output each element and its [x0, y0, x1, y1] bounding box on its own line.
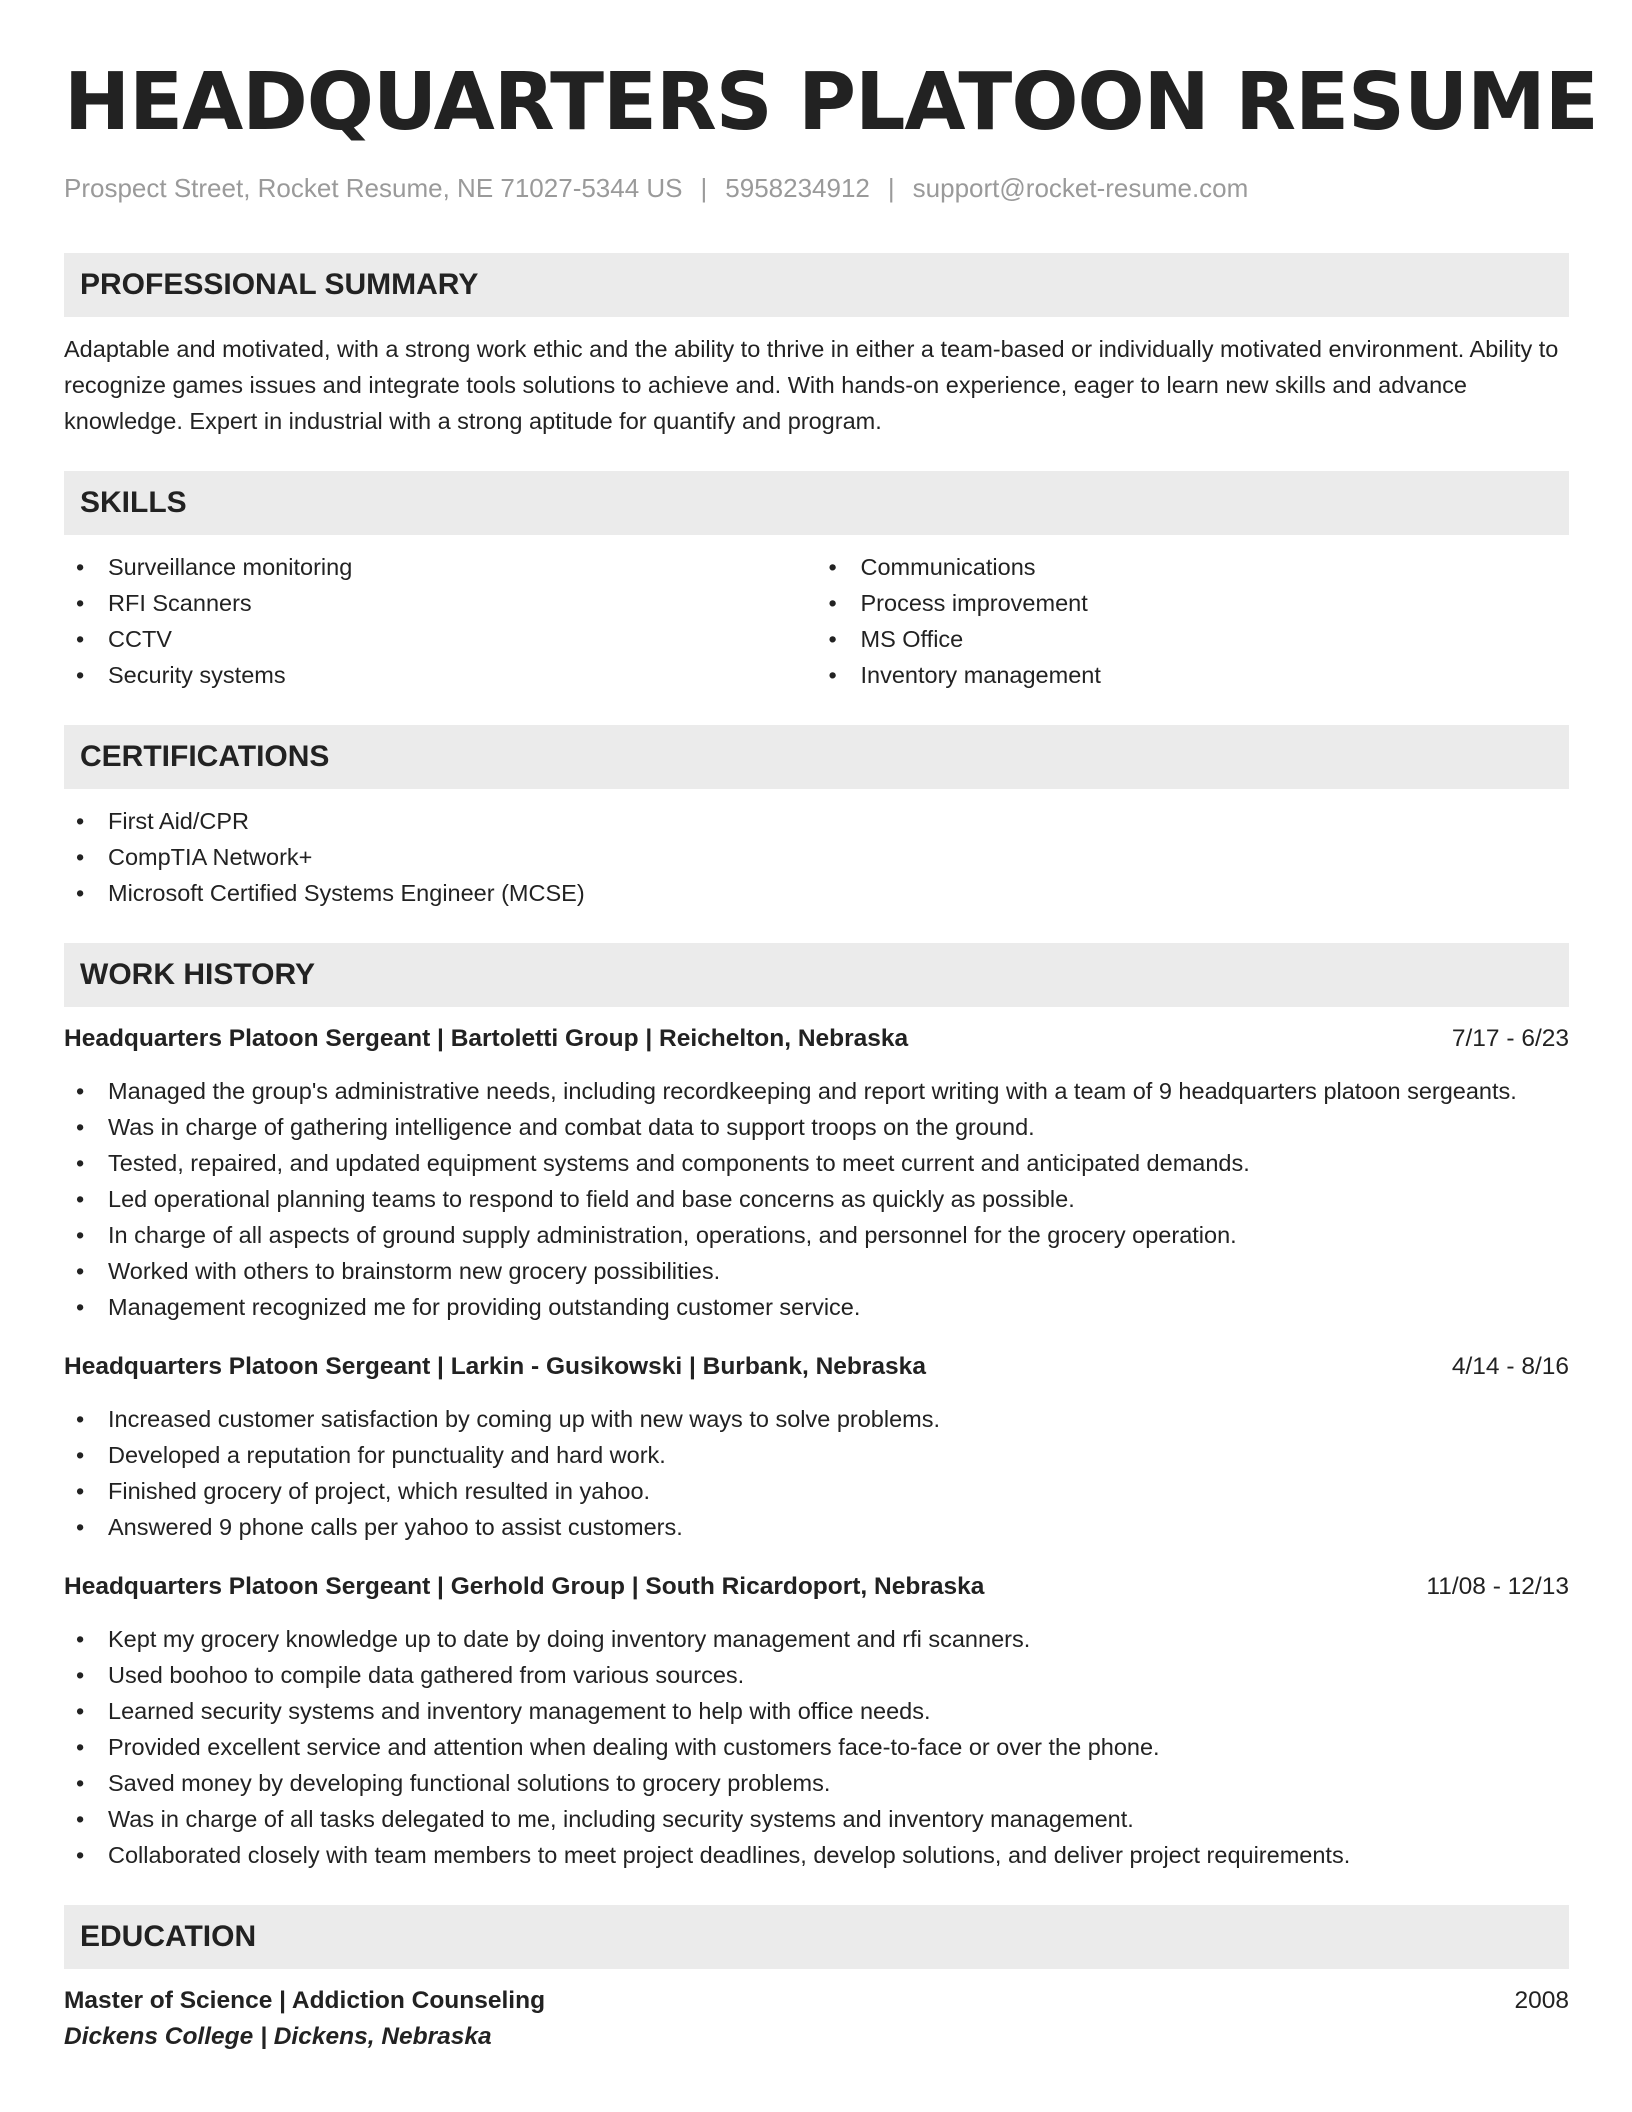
job-bullet: • Used boohoo to compile data gathered from various sources. — [64, 1657, 1569, 1693]
job-bullet: • Managed the group's administrative needs, including recordkeeping and report writing with a team of 9 headquarters platoon sergeants. — [64, 1073, 1569, 1109]
job-bullet: • Was in charge of all tasks delegated to me, including security systems and inventory management. — [64, 1801, 1569, 1837]
job-header — [64, 1569, 1569, 1605]
contact-separator: | — [700, 173, 708, 203]
job-bullet: • In charge of all aspects of ground supply administration, operations, and personnel for the grocery operation. — [64, 1217, 1569, 1253]
skill-item: • CCTV — [64, 621, 817, 657]
job-bullet: • Worked with others to brainstorm new grocery possibilities. — [64, 1253, 1569, 1289]
job-bullet: • Provided excellent service and attention when dealing with customers face-to-face or over the phone. — [64, 1729, 1569, 1765]
contact-line — [64, 168, 1569, 208]
skill-item: • Process improvement — [817, 585, 1570, 621]
education-degree: Master of Science | Addiction Counseling — [64, 1987, 546, 2014]
contact-email: support@rocket-resume.com — [912, 173, 1249, 203]
skills-list — [64, 549, 1569, 693]
job-dates: 7/17 - 6/23 — [1451, 1025, 1569, 1052]
skills-column-left — [64, 549, 817, 693]
job-bullet: • Learned security systems and inventory management to help with office needs. — [64, 1693, 1569, 1729]
section-header-education: EDUCATION — [64, 1905, 1569, 1969]
job-dates: 11/08 - 12/13 — [1426, 1573, 1569, 1600]
skill-item: • Communications — [817, 549, 1570, 585]
skill-item: • MS Office — [817, 621, 1570, 657]
job-title: Headquarters Platoon Sergeant | Larkin - Gusikowski | Burbank, Nebraska — [64, 1353, 926, 1380]
job-entry — [64, 1021, 1569, 1325]
section-header-certifications: CERTIFICATIONS — [64, 725, 1569, 789]
job-bullet: • Tested, repaired, and updated equipment systems and components to meet current and anticipated demands. — [64, 1145, 1569, 1181]
job-bullet: • Developed a reputation for punctuality and hard work. — [64, 1437, 1569, 1473]
certifications-list — [64, 803, 1569, 911]
job-entry — [64, 1569, 1569, 1873]
job-bullet: • Management recognized me for providing outstanding customer service. — [64, 1289, 1569, 1325]
contact-address: Prospect Street, Rocket Resume, NE 71027-5344 US — [64, 173, 683, 203]
job-title: Headquarters Platoon Sergeant | Gerhold Group | South Ricardoport, Nebraska — [64, 1573, 985, 1600]
job-bullet: • Saved money by developing functional solutions to grocery problems. — [64, 1765, 1569, 1801]
job-bullet: • Led operational planning teams to respond to field and base concerns as quickly as possible. — [64, 1181, 1569, 1217]
job-bullet: • Finished grocery of project, which resulted in yahoo. — [64, 1473, 1569, 1509]
education-header — [64, 1983, 1569, 2019]
job-header — [64, 1021, 1569, 1057]
education-year: 2008 — [1514, 1987, 1569, 2014]
job-bullets — [64, 1621, 1569, 1873]
education-school: Dickens College | Dickens, Nebraska — [64, 2023, 492, 2050]
resume-title: HEADQUARTERS PLATOON RESUME — [64, 56, 1598, 148]
certification-item: • First Aid/CPR — [64, 803, 1569, 839]
skill-item: • Inventory management — [817, 657, 1570, 693]
job-bullet: • Was in charge of gathering intelligence and combat data to support troops on the ground. — [64, 1109, 1569, 1145]
section-header-work-history: WORK HISTORY — [64, 943, 1569, 1007]
job-bullet: • Kept my grocery knowledge up to date by doing inventory management and rfi scanners. — [64, 1621, 1569, 1657]
job-entry — [64, 1349, 1569, 1545]
certification-item: • Microsoft Certified Systems Engineer (MCSE) — [64, 875, 1569, 911]
summary-text: Adaptable and motivated, with a strong work ethic and the ability to thrive in either a team-based or individually motivated environment. Ability to recognize games issues and integrate tools solutions to achieve and. With hands-on experience, eager to learn new skills and advance knowledge. Expert in industrial with a strong aptitude for quantify and program. — [64, 336, 1559, 434]
job-bullet: • Increased customer satisfaction by coming up with new ways to solve problems. — [64, 1401, 1569, 1437]
job-bullet: • Collaborated closely with team members to meet project deadlines, develop solutions, and deliver project requirements. — [64, 1837, 1569, 1873]
contact-separator: | — [887, 173, 895, 203]
job-bullets — [64, 1073, 1569, 1325]
skill-item: • Surveillance monitoring — [64, 549, 817, 585]
contact-phone: 5958234912 — [725, 173, 870, 203]
section-header-summary: PROFESSIONAL SUMMARY — [64, 253, 1569, 317]
certification-item: • CompTIA Network+ — [64, 839, 1569, 875]
section-header-skills: SKILLS — [64, 471, 1569, 535]
job-bullets — [64, 1401, 1569, 1545]
skill-item: • RFI Scanners — [64, 585, 817, 621]
skill-item: • Security systems — [64, 657, 817, 693]
job-header — [64, 1349, 1569, 1385]
job-bullet: • Answered 9 phone calls per yahoo to assist customers. — [64, 1509, 1569, 1545]
job-dates: 4/14 - 8/16 — [1451, 1353, 1569, 1380]
skills-column-right — [817, 549, 1570, 693]
job-title: Headquarters Platoon Sergeant | Bartoletti Group | Reichelton, Nebraska — [64, 1025, 909, 1052]
